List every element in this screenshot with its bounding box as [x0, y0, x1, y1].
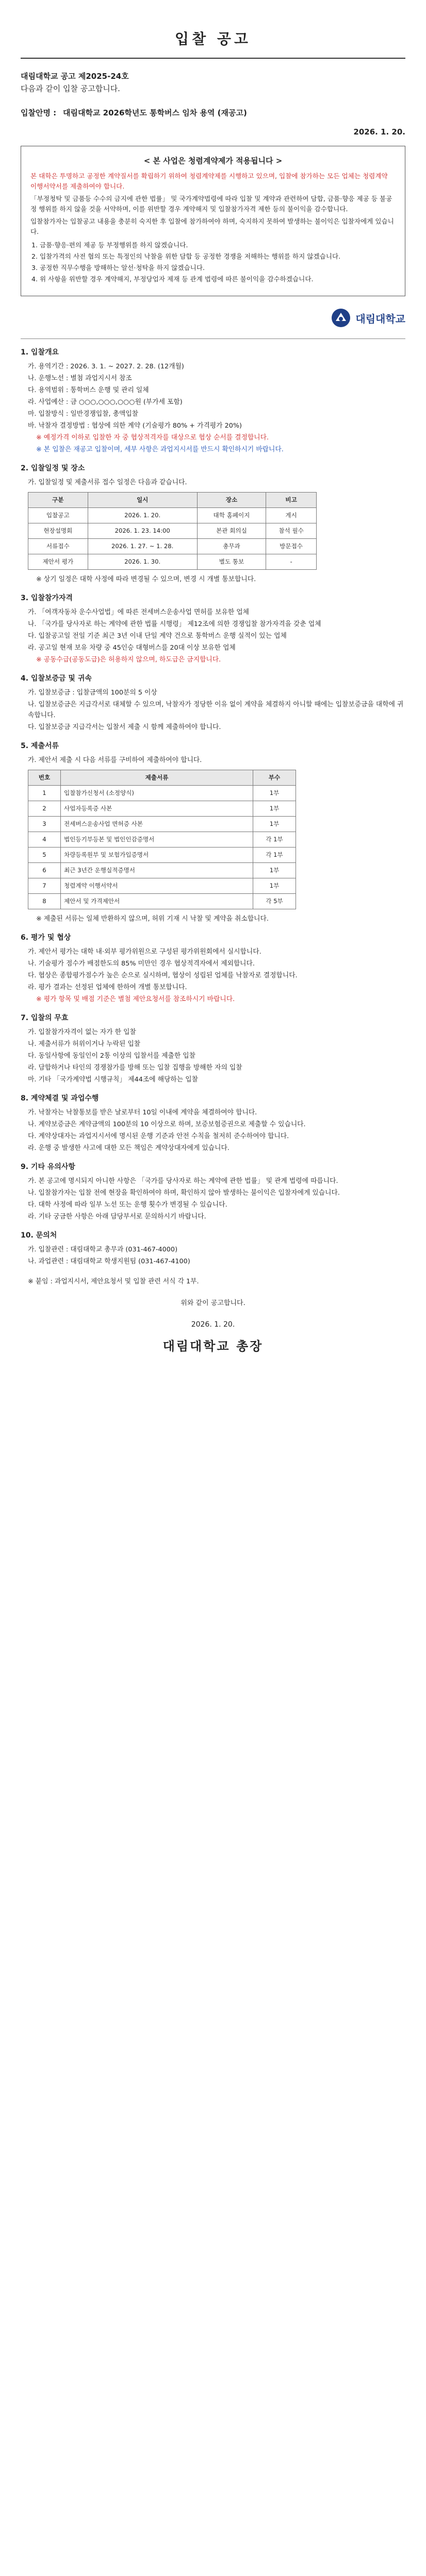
- table-cell: 사업자등록증 사본: [61, 801, 253, 817]
- table-cell: 1부: [253, 817, 296, 832]
- section-line: 나. 「국가를 당사자로 하는 계약에 관한 법률 시행령」 제12조에 의한 경쟁입찰 참가자격을 갖춘 업체: [28, 620, 321, 628]
- section-line: 라. 공고일 현재 보유 차량 중 45인승 대형버스를 20대 이상 보유한 업체: [28, 644, 236, 652]
- table-header-cell: 장소: [197, 493, 266, 508]
- section-heading: 8. 계약체결 및 과업수행: [21, 1094, 99, 1103]
- table-cell: 참석 필수: [266, 523, 317, 539]
- table-cell: 1: [28, 786, 61, 801]
- section-line: 라. 운행 중 발생한 사고에 대한 모든 책임은 계약상대자에게 있습니다.: [28, 1144, 230, 1152]
- signature-block: [21, 1320, 405, 1354]
- schedule-table: [28, 492, 317, 570]
- section-line: 다. 동일사항에 동일인이 2통 이상의 입찰서를 제출한 입찰: [28, 1052, 196, 1060]
- table-header-cell: 번호: [28, 770, 61, 786]
- table-cell: 현장설명회: [28, 523, 88, 539]
- section-line: 라. 평가 결과는 선정된 업체에 한하여 개별 통보합니다.: [28, 984, 187, 991]
- table-cell: 최근 3년간 운행실적증명서: [61, 863, 253, 878]
- integrity-notice-title: < 본 사업은 청렴계약제가 적용됩니다 >: [143, 156, 283, 165]
- section-line: 가. 제안서 평가는 대학 내·외부 평가위원으로 구성된 평가위원회에서 실시합니다.: [28, 948, 261, 956]
- table-cell: 2026. 1. 27. ~ 1. 28.: [88, 539, 197, 554]
- section-note-red: ※ 예정가격 이하로 입찰한 자 중 협상적격자를 대상으로 협상 순서를 결정합니다.: [36, 434, 269, 442]
- table-cell: 각 1부: [253, 832, 296, 848]
- section-line: 다. 대학 사정에 따라 일부 노선 또는 운행 횟수가 변경될 수 있습니다.: [28, 1201, 227, 1209]
- table-cell: 1부: [253, 878, 296, 894]
- table-cell: 1부: [253, 801, 296, 817]
- table-cell: 각 1부: [253, 848, 296, 863]
- section-line: 나. 입찰참가자는 입찰 전에 현장을 확인하여야 하며, 확인하지 않아 발생하는 불이익은 입찰자에게 있습니다.: [28, 1189, 340, 1197]
- integrity-item: 1. 금품·향응·편의 제공 등 부정행위를 하지 않겠습니다.: [40, 240, 396, 250]
- integrity-paragraph-2: 입찰참가자는 입찰공고 내용을 충분히 숙지한 후 입찰에 참가하여야 하며, 숙지하지 못하여 발생하는 불이익은 입찰자에게 있습니다.: [30, 217, 394, 235]
- closing-date: 2026. 1. 20.: [191, 1320, 235, 1329]
- section-note-red: ※ 공동수급(공동도급)은 허용하지 않으며, 하도급은 금지합니다.: [36, 656, 221, 664]
- table-row: [28, 523, 317, 539]
- section-note-blue: ※ 본 입찰은 재공고 입찰이며, 세부 사항은 과업지시서를 반드시 확인하시기 바랍니다.: [36, 446, 284, 453]
- integrity-notice-box: [21, 146, 405, 296]
- section-line: 라. 사업예산 : 금 ○○○,○○○,○○○원 (부가세 포함): [28, 398, 183, 406]
- section-line: 나. 입찰보증금은 지급각서로 대체할 수 있으며, 낙찰자가 정당한 이유 없이 계약을 체결하지 아니할 때에는 입찰보증금을 대학에 귀속합니다.: [28, 701, 404, 719]
- page-title: 입찰 공고: [175, 30, 251, 47]
- section-line: 다. 입찰공고일 전일 기준 최근 3년 이내 단일 계약 건으로 통학버스 운행 실적이 있는 업체: [28, 632, 287, 640]
- table-header-cell: 일시: [88, 493, 197, 508]
- table-cell: 본관 회의실: [197, 523, 266, 539]
- table-row: [28, 863, 296, 878]
- section-line: 가. 용역기간 : 2026. 3. 1. ~ 2027. 2. 28. (12개월): [28, 363, 184, 370]
- section-line: 가. 입찰일정 및 제출서류 접수 일정은 다음과 같습니다.: [28, 479, 187, 486]
- table-cell: 2: [28, 801, 61, 817]
- section-line: 다. 계약상대자는 과업지시서에 명시된 운행 기준과 안전 수칙을 철저히 준수하여야 합니다.: [28, 1132, 289, 1140]
- table-row: [28, 539, 317, 554]
- table-header-row: [28, 493, 317, 508]
- section-heading: 1. 입찰개요: [21, 348, 59, 357]
- table-row: [28, 894, 296, 909]
- integrity-item: 3. 공정한 직무수행을 방해하는 알선·청탁을 하지 않겠습니다.: [40, 263, 396, 273]
- table-cell: 입찰참가신청서 (소정양식): [61, 786, 253, 801]
- table-header-row: [28, 770, 296, 786]
- table-cell: 입찰공고: [28, 508, 88, 523]
- integrity-list: [30, 240, 396, 284]
- table-cell: 전세버스운송사업 면허증 사본: [61, 817, 253, 832]
- institution-logo: [21, 307, 405, 329]
- section-line: 가. 본 공고에 명시되지 아니한 사항은 「국가를 당사자로 하는 계약에 관한 법률」 및 관계 법령에 따릅니다.: [28, 1177, 338, 1185]
- section-line: 다. 용역범위 : 통학버스 운행 및 관리 일체: [28, 386, 149, 394]
- table-header-cell: 구분: [28, 493, 88, 508]
- section-line: 마. 입찰방식 : 일반경쟁입찰, 총액입찰: [28, 410, 139, 418]
- table-row: [28, 832, 296, 848]
- section-heading: 3. 입찰참가자격: [21, 594, 73, 602]
- table-row: [28, 848, 296, 863]
- integrity-item: 2. 입찰가격의 사전 협의 또는 특정인의 낙찰을 위한 담합 등 공정한 경쟁을 저해하는 행위를 하지 않겠습니다.: [40, 251, 396, 262]
- table-cell: 법인등기부등본 및 법인인감증명서: [61, 832, 253, 848]
- section-line: 다. 협상은 종합평가점수가 높은 순으로 실시하며, 협상이 성립된 업체를 낙찰자로 결정합니다.: [28, 972, 298, 979]
- integrity-paragraph-1: 「부정청탁 및 금품등 수수의 금지에 관한 법률」 및 국가계약법령에 따라 입찰 및 계약과 관련하여 담합, 금품·향응 제공 등 불공정 행위를 하지 않을 것을 서약하며, 이를 위반할 경우 계약해지 및 입찰참가자격 제한 등의 불이익을 감수합니다.: [30, 195, 392, 213]
- section-note: ※ 제출된 서류는 일체 반환하지 않으며, 허위 기재 시 낙찰 및 계약을 취소합니다.: [36, 915, 269, 923]
- bid-name-value: 대림대학교 2026학년도 통학버스 임차 용역 (재공고): [62, 108, 247, 117]
- section-line: 라. 기타 궁금한 사항은 아래 담당부서로 문의하시기 바랍니다.: [28, 1213, 206, 1221]
- section-line: 나. 제출서류가 허위이거나 누락된 입찰: [28, 1040, 141, 1048]
- table-cell: -: [266, 554, 317, 570]
- title-divider: [21, 58, 405, 59]
- table-cell: 총무과: [197, 539, 266, 554]
- table-cell: 7: [28, 878, 61, 894]
- table-cell: 6: [28, 863, 61, 878]
- notice-subtitle: 다음과 같이 입찰 공고합니다.: [21, 84, 120, 93]
- table-header-cell: 비고: [266, 493, 317, 508]
- section-line: 가. 입찰참가자격이 없는 자가 한 입찰: [28, 1028, 136, 1036]
- section-line: 가. 낙찰자는 낙찰통보를 받은 날로부터 10일 이내에 계약을 체결하여야 합니다.: [28, 1109, 257, 1116]
- table-cell: 1부: [253, 786, 296, 801]
- section-heading: 10. 문의처: [21, 1231, 57, 1240]
- table-header-cell: 부수: [253, 770, 296, 786]
- closing-text: 위와 같이 공고합니다.: [181, 1299, 245, 1307]
- table-cell: 4: [28, 832, 61, 848]
- section-line: 가. 입찰보증금 : 입찰금액의 100분의 5 이상: [28, 689, 157, 697]
- top-spacer: [21, 0, 405, 5]
- section-heading: 9. 기타 유의사항: [21, 1163, 75, 1171]
- section-heading: 5. 제출서류: [21, 742, 59, 750]
- table-row: [28, 786, 296, 801]
- section-heading: 4. 입찰보증금 및 귀속: [21, 674, 92, 683]
- table-cell: 청렴계약 이행서약서: [61, 878, 253, 894]
- notice-number: 대림대학교 공고 제2025-24호: [21, 72, 129, 81]
- section-divider: [21, 338, 405, 339]
- section-line: 바. 낙찰자 결정방법 : 협상에 의한 계약 (기술평가 80% + 가격평가 20%): [28, 422, 242, 430]
- table-cell: 3: [28, 817, 61, 832]
- section-line: 나. 계약보증금은 계약금액의 100분의 10 이상으로 하며, 보증보험증권으로 제출할 수 있습니다.: [28, 1121, 306, 1128]
- attachment-note: ※ 붙임 : 과업지시서, 제안요청서 및 입찰 관련 서식 각 1부.: [28, 1278, 199, 1285]
- notice-meta: [21, 70, 405, 95]
- documents-table: [28, 770, 296, 909]
- table-row: [28, 508, 317, 523]
- bid-name-row: [21, 107, 405, 118]
- table-cell: 차량등록원부 및 보험가입증명서: [61, 848, 253, 863]
- table-row: [28, 878, 296, 894]
- institution-name: 대림대학교 총장: [162, 1339, 264, 1353]
- table-row: [28, 554, 317, 570]
- section-heading: 6. 평가 및 협상: [21, 934, 71, 942]
- table-row: [28, 817, 296, 832]
- table-cell: 게시: [266, 508, 317, 523]
- integrity-intro: 본 대학은 투명하고 공정한 계약질서를 확립하기 위하여 청렴계약제를 시행하고 있으며, 입찰에 참가하는 모든 업체는 청렴계약 이행서약서를 제출하여야 합니다.: [30, 172, 388, 190]
- section-line: 다. 입찰보증금 지급각서는 입찰서 제출 시 함께 제출하여야 합니다.: [28, 723, 221, 731]
- table-cell: 5: [28, 848, 61, 863]
- section-line: 라. 담합하거나 타인의 경쟁참가를 방해 또는 입찰 집행을 방해한 자의 입찰: [28, 1064, 242, 1072]
- section-line: 가. 입찰관련 : 대림대학교 총무과 (031-467-4000): [28, 1246, 178, 1253]
- notice-date: 2026. 1. 20.: [353, 127, 405, 137]
- table-cell: 8: [28, 894, 61, 909]
- section-line: 마. 기타 「국가계약법 시행규칙」 제44조에 해당하는 입찰: [28, 1076, 198, 1083]
- table-cell: 2026. 1. 23. 14:00: [88, 523, 197, 539]
- table-cell: 제안서 및 가격제안서: [61, 894, 253, 909]
- section-line: 가. 제안서 제출 시 다음 서류를 구비하여 제출하여야 합니다.: [28, 756, 202, 764]
- table-header-cell: 제출서류: [61, 770, 253, 786]
- section-heading: 7. 입찰의 무효: [21, 1014, 69, 1022]
- table-cell: 별도 통보: [197, 554, 266, 570]
- logo-text: 대림대학교: [355, 312, 405, 325]
- table-cell: 방문접수: [266, 539, 317, 554]
- integrity-item: 4. 위 사항을 위반할 경우 계약해지, 부정당업자 제재 등 관계 법령에 따른 불이익을 감수하겠습니다.: [40, 274, 396, 284]
- section-heading: 2. 입찰일정 및 장소: [21, 464, 85, 472]
- table-row: [28, 801, 296, 817]
- table-cell: 서류접수: [28, 539, 88, 554]
- table-cell: 2026. 1. 20.: [88, 508, 197, 523]
- table-cell: 제안서 평가: [28, 554, 88, 570]
- bid-name-label: 입찰안명 :: [21, 108, 57, 117]
- section-line: 가. 「여객자동차 운수사업법」에 따른 전세버스운송사업 면허를 보유한 업체: [28, 608, 249, 616]
- section-note: ※ 상기 일정은 대학 사정에 따라 변경될 수 있으며, 변경 시 개별 통보합니다.: [36, 575, 256, 583]
- school-logo-icon: [331, 308, 351, 328]
- table-cell: 각 5부: [253, 894, 296, 909]
- section-line: 나. 과업관련 : 대림대학교 학생지원팀 (031-467-4100): [28, 1258, 190, 1265]
- table-cell: 2026. 1. 30.: [88, 554, 197, 570]
- document-body: [21, 347, 405, 1287]
- table-cell: 대학 홈페이지: [197, 508, 266, 523]
- section-line: 나. 기술평가 점수가 배점한도의 85% 미만인 경우 협상적격자에서 제외합니다.: [28, 960, 255, 968]
- section-note-red: ※ 평가 항목 및 배점 기준은 별첨 제안요청서를 참조하시기 바랍니다.: [36, 995, 235, 1003]
- section-line: 나. 운행노선 : 별첨 과업지시서 참조: [28, 375, 132, 382]
- table-cell: 1부: [253, 863, 296, 878]
